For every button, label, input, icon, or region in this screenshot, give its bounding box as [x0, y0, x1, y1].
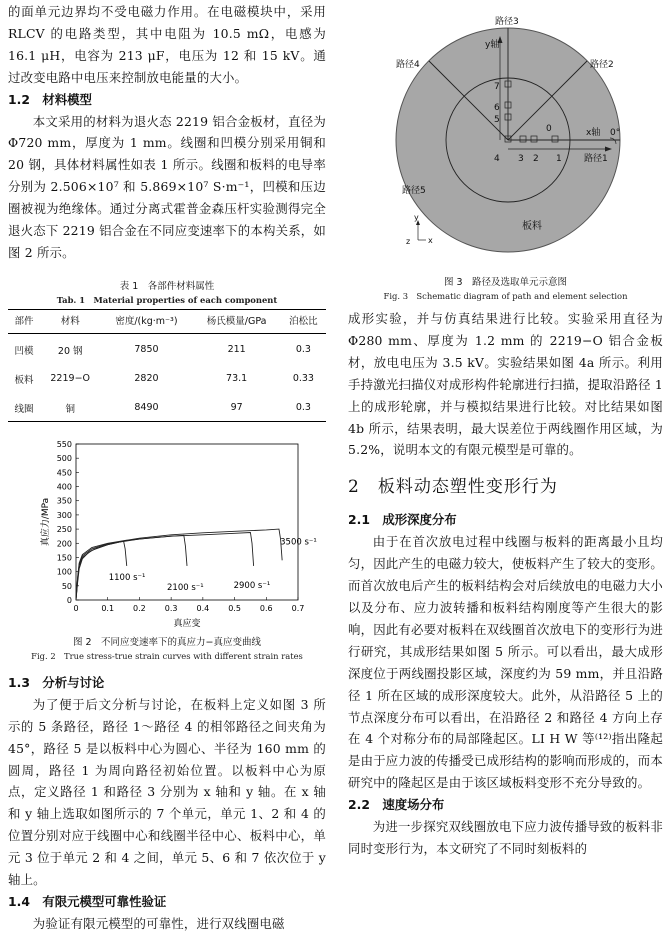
triad-x-label: x: [428, 236, 433, 245]
right-column: [348, 0, 663, 860]
table-1-caption-cn: 表 1 各部件材料属性: [119, 280, 215, 292]
table-header: 泊松比: [281, 309, 326, 333]
x-tick-label: 0.4: [196, 603, 210, 613]
label-zero-degree: 0°: [610, 128, 621, 138]
curve-3: [76, 532, 254, 600]
label-element-6: 6: [494, 103, 500, 113]
label-plate: 板料: [522, 221, 542, 232]
table-cell: 凹模: [14, 345, 34, 357]
y-tick-label: 300: [56, 510, 72, 520]
path-element-diagram: [348, 10, 663, 272]
label-element-5: 5: [494, 115, 500, 125]
x-tick-label: 0.2: [133, 603, 146, 613]
y-tick-label: 150: [56, 553, 72, 563]
y-tick-label: 50: [61, 581, 72, 591]
section-2-2-heading: 2.2 速度场分布: [348, 797, 445, 813]
label-element-0: 0: [546, 124, 552, 134]
table-header-row: [8, 309, 326, 333]
left-column: [8, 0, 326, 935]
figure-2-caption-en: Fig. 2 True stress-true strain curves with different strain rates: [31, 650, 303, 661]
series-label: 3500 s⁻¹: [280, 537, 317, 548]
table-cell: 20 钢: [57, 345, 83, 357]
table-header: 部件: [8, 309, 40, 333]
section-1-2-paragraph: 本文采用的材料为退火态 2219 铝合金板材，直径为 Φ720 mm，厚度为 1 mm。线圈和凹模分别采用铜和 20 钢，具体材料属性如表 1 所示。线圈和板料的电导率分别为 2.506×10⁷ 和 5.869×10⁷ S·m⁻¹，凹模和压边圈被视为绝缘体。通过分离式霍普金森压杆实验测得完全退火态下 2219 铝合金在不同应变速率下的本构关系，如图 2 所示。: [8, 113, 326, 260]
intro-paragraph: 的面单元边界均不受电磁力作用。在电磁模块中，采用 RLCV 的电路类型，其中电阻为 10.5 mΩ，电感为 16.1 μH，电容为 213 μF，电压为 12 和 15 kV。通过改变电路中电压来控制放电能量的大小。: [8, 4, 326, 85]
label-path-5: 路径5: [402, 186, 426, 196]
label-y-axis: y轴: [485, 40, 500, 50]
label-path-3: 路径3: [495, 17, 519, 27]
y-tick-label: 100: [56, 567, 72, 577]
x-tick-label: 0.3: [164, 603, 178, 613]
table-cell: 0.33: [292, 373, 314, 385]
y-tick-label: 550: [56, 439, 72, 449]
table-cell: 211: [227, 344, 246, 356]
table-cell: 8490: [100, 392, 192, 422]
series-label: 2900 s⁻¹: [233, 580, 271, 591]
x-tick-label: 0.1: [101, 603, 115, 613]
table-1-caption-en: Tab. 1 Material properties of each component: [56, 294, 278, 305]
x-tick-label: 0.7: [291, 603, 305, 613]
table-header: 杨氏模量/GPa: [192, 309, 280, 333]
y-tick-label: 250: [56, 524, 72, 534]
x-tick-label: 0.5: [228, 603, 241, 613]
y-tick-label: 200: [56, 539, 72, 549]
curve-1: [76, 541, 127, 600]
label-x-axis: x轴: [586, 128, 601, 138]
table-cell: 0.3: [281, 392, 326, 422]
y-tick-label: 400: [56, 482, 72, 492]
table-cell: 97: [192, 392, 280, 422]
table-cell: 2219−O: [50, 373, 91, 385]
table-cell: 7850: [134, 344, 159, 356]
y-axis-title: 真应力/MPa: [41, 497, 51, 547]
y-tick-label: 0: [66, 595, 72, 605]
table-cell: 铜: [40, 392, 101, 422]
label-path-4: 路径4: [396, 60, 420, 70]
material-properties-table: [8, 309, 326, 422]
section-2-heading: 2 板料动态塑性变形行为: [348, 477, 558, 498]
triad-y-label: y: [414, 213, 419, 222]
x-tick-label: 0: [73, 603, 79, 613]
table-header: 密度/(kg·m⁻³): [100, 309, 192, 333]
series-label: 1100 s⁻¹: [108, 572, 146, 583]
section-2-1-heading: 2.1 成形深度分布: [348, 512, 457, 528]
label-element-7: 7: [494, 82, 500, 92]
triad-z-label: z: [406, 237, 411, 246]
x-tick-label: 0.6: [259, 603, 273, 613]
section-1-3-paragraph: 为了便于后文分析与讨论，在板料上定义如图 3 所示的 5 条路径，路径 1～路径 4 的相邻路径之间夹角为 45°，路径 5 是以板料中心为圆心、半径为 160 mm 的圆周，路径 1 为周向路径初始位置。以板料中心为原点，定义路径 1 和路径 3 分别为 x 轴和 y 轴。在 x 轴和 y 轴上选取如图所示的 7 个单元，单元 1、2 和 4 的位置分别对应于线圈中心和线圈半径中心、板料中心，单元 3 位于单元 2 和 4 之间，单元 5、6 和 7 依次位于 y 轴上。: [8, 696, 326, 888]
figure-2-caption-cn: 图 2 不同应变速率下的真应力−真应变曲线: [72, 636, 262, 648]
section-2-2-paragraph: 为进一步探究双线圈放电下应力波传播导致的板料非同时变形行为，本文研究了不同时刻板料的: [348, 819, 663, 856]
table-header: 材料: [40, 309, 101, 333]
label-element-3: 3: [518, 154, 524, 164]
label-path-1: 路径1: [584, 154, 608, 164]
section-2-1-paragraph: 由于在首次放电过程中线圈与板料的距离最小且均匀，因此产生的电磁力较大，使板料产生了较大的变形。而首次放电后产生的板料结构会对后续放电的电磁力大小以及分布、应力波转播和板料结构刚度等产生很大的影响，因此有必要对板料在双线圈首次放电下的变形行为进行研究，其成形结果如图 5 所示。可以看出，最大成形深度位于两线圈投影区域，深度约为 59 mm，并且沿路径 1 所在区域的成形深度较大。此外，从沿路径 5 上的节点深度分布可以看出，在沿路径 2 和路径 4 方向上存在 4 个对称分布的局部隆起区。LI H W 等⁽¹²⁾指出隆起是由于应力波的传播受已成形结构的影响而形成的，而本研究中的隆起区是由于该区域板料变形不充分导致的。: [348, 534, 663, 791]
y-tick-label: 350: [56, 496, 72, 506]
y-tick-label: 450: [56, 468, 72, 478]
label-element-1: 1: [556, 154, 562, 164]
table-cell: 线圈: [8, 392, 40, 422]
table-row: [8, 363, 326, 392]
label-element-4: 4: [494, 154, 500, 164]
table-row: [8, 392, 326, 422]
figure-3-caption-cn: 图 3 路径及选取单元示意图: [443, 277, 568, 288]
section-1-4-heading: 1.4 有限元模型可靠性验证: [8, 893, 167, 909]
table-cell: 73.1: [226, 373, 248, 385]
figure-3-caption-en: Fig. 3 Schematic diagram of path and element selection: [383, 291, 628, 301]
x-axis-title: 真应变: [173, 618, 201, 629]
label-path-2: 路径2: [590, 60, 614, 70]
table-cell: 2820: [134, 373, 159, 385]
section-1-2-heading: 1.2 材料模型: [8, 91, 92, 107]
table-cell: 0.3: [295, 344, 311, 356]
series-label: 2100 s⁻¹: [167, 582, 204, 593]
stress-strain-chart: [8, 436, 326, 632]
table-cell: 板料: [14, 374, 34, 386]
section-1-3-heading: 1.3 分析与讨论: [8, 674, 105, 690]
y-tick-label: 500: [56, 454, 72, 464]
section-1-4-paragraph: 为验证有限元模型的可靠性，进行双线圈电磁: [32, 915, 285, 931]
continued-paragraph: 成形实验，并与仿真结果进行比较。实验采用直径为 Φ280 mm、厚度为 1.2 mm 的 2219−O 铝合金板材，放电电压为 3.5 kV。实验结果如图 4a 所示。利用手持激光扫描仪对成形构件轮廓进行扫描，提取沿路径 1 上的成形轮廓，并与模拟结果进行比较。对比结果如图 4b 所示，结果表明，最大误差位于两线圈作用区域，为 5.2%，说明本文的有限元模型是可靠的。: [348, 311, 663, 458]
label-element-2: 2: [533, 154, 539, 164]
table-row: [8, 333, 326, 363]
